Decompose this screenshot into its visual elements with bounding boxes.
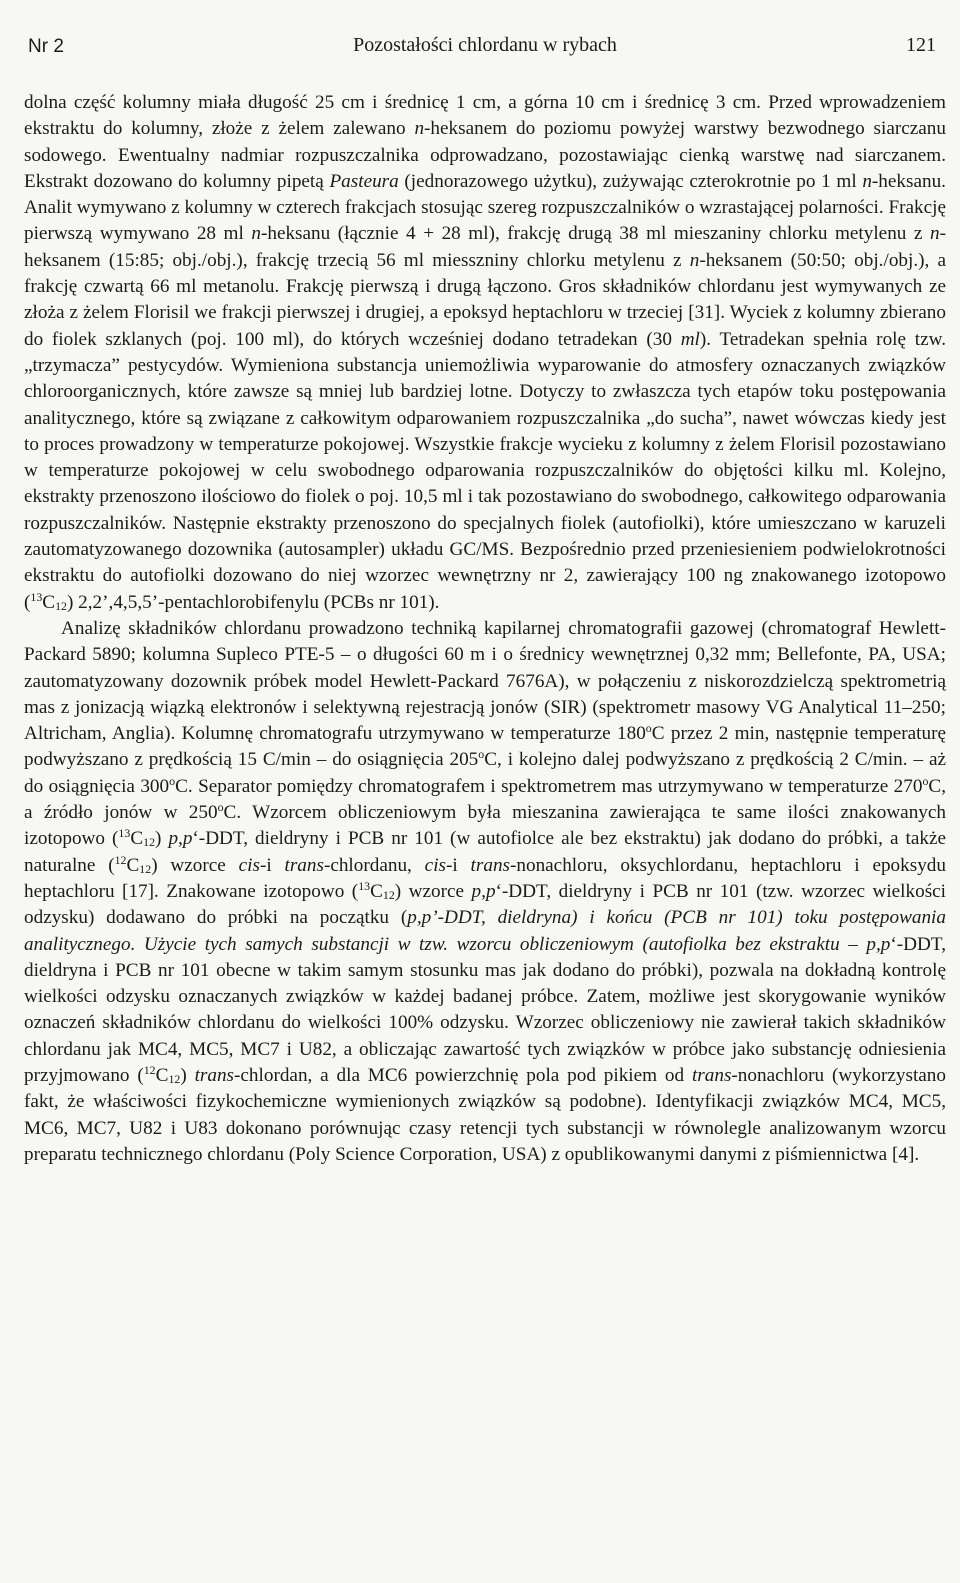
text-run: -chlordanu, [323, 854, 425, 876]
body-text [24, 90, 946, 1168]
superscript: o [478, 747, 485, 762]
text-run: Analizę składników chlordanu prowadzono techniką kapilarnej chromatografii gazowej (chromatograf Hewlett-Packard 5890; kolumna Supleco PTE-5 – o długości 60 m i o średnicy wewnętrznej 0,32 mm; Bellefonte, PA, USA; zautomatyzowany dozownik próbek model Hewlett-Packard 7676A), w połączeniu z niskorozdzielczą spektrometrią mas z jonizacją wiązką elektronów i selektywną rejestracją jonów (SIR) (spektrometr masowy VG Analytical 11–250; Altricham, Anglia). Kolumnę chromatografu utrzymywano w temperaturze 180 [24, 617, 946, 745]
text-run: C przez 2 min, następnie temperaturę podwyższano z prędkością 15 C/min – do osiągnięcia 205 [24, 723, 946, 771]
italic-run: trans [691, 1064, 732, 1086]
subscript: 12 [139, 861, 152, 876]
text-run: -heksanem (15:85; obj./obj.), frakcję trzecią 56 ml miesszniny chlorku metylenu z [24, 223, 946, 271]
text-run: -nonachloru, oksychlordanu, heptachloru i epoksydu heptachloru [17]. Znakowane izotopowo ( [24, 854, 946, 902]
text-run: -heksanu. Analit wymywano z kolumny w czterech frakcjach stosując szereg rozpuszczalników o wzrastającej polarności. Frakcję pierwszą wymywano 28 ml [24, 170, 946, 245]
text-run: (jednorazowego użytku), zużywając czterokrotnie po 1 ml [398, 170, 863, 192]
italic-run: p,p [471, 880, 496, 902]
italic-run: p,p [168, 828, 193, 850]
subscript: 12 [143, 835, 156, 850]
text-run: C [155, 1064, 169, 1086]
text-run: ‘-DDT, dieldryny i PCB nr 101 (tzw. wzorzec wielkości odzysku) dodawano do próbki na początku ( [24, 880, 947, 929]
journal-number: Nr 2 [28, 36, 64, 57]
italic-run: n [251, 223, 261, 245]
text-run: ‘-DDT, dieldryny i PCB nr 101 (w autofiolce ale bez ekstraktu) jak dodano do próbki, a także naturalne ( [24, 828, 946, 876]
text-run: ) [155, 828, 169, 850]
text-run: ) 2,2’,4,5,5’-pentachlorobifenylu (PCBs nr 101). [66, 591, 440, 613]
subscript: 12 [382, 887, 395, 902]
running-title: Pozostałości chlordanu w rybach [353, 34, 617, 56]
text-run: C [42, 591, 56, 613]
text-run: C [126, 854, 140, 876]
subscript: 12 [168, 1071, 181, 1086]
text-run: -heksanem (50:50; obj./obj.), a frakcję czwartą 66 ml metanolu. Frakcję pierwszą i drugą łączono. Gros składników chlordanu jest wymywanych ze złoża z żelem Florisil we frakcji pierwszej i drugiej, a epoksyd heptachloru w trzeciej [31]. Wyciek z kolumny zbierano do fiolek szklanych (poj. 100 ml), do których wcześniej dodano tetradekan (30 [24, 249, 946, 350]
page-number: 121 [906, 34, 936, 56]
italic-run: cis [238, 854, 260, 876]
paragraph [24, 90, 946, 616]
paragraph [24, 616, 946, 1168]
text-run: -heksanu (łącznie 4 + 28 ml), frakcję drugą 38 ml mieszaniny chlorku metylenu z [260, 223, 931, 245]
italic-run: ml [680, 328, 700, 350]
text-run: ‘-DDT, dieldryna i PCB nr 101 obecne w takim samym stosunku mas jak dodano do próbki), pozwala na dokładną kontrolę wielkości odzysku oznaczanych związków w każdej badanej próbce. Zatem, możliwe jest skorygowanie wyników oznaczeń składników chlordanu do wielkości 100% odzysku. Wzorzec obliczeniowy nie zawierał takich składników chlordanu jak MC4, MC5, MC7 i U82, a obliczając zawartość tych związków w próbce jako substancję odniesienia przyjmowano ( [24, 933, 946, 1086]
text-run: dolna część kolumny miała długość 25 cm i średnicę 1 cm, a górna 10 cm i średnicę 3 cm. Przed wprowadzeniem ekstraktu do kolumny, złoże z żelem zalewano [24, 92, 946, 140]
italic-run: cis [424, 854, 446, 876]
text-run: -i [259, 854, 285, 876]
superscript: 13 [118, 826, 131, 841]
text-run: C [130, 828, 144, 850]
superscript: 13 [358, 878, 371, 893]
italic-run: n [930, 223, 940, 245]
text-run: C, i kolejno dalej podwyższano z prędkością 2 C/min. – aż do osiągnięcia 300 [24, 749, 946, 797]
text-run: ) wzorce [151, 854, 239, 876]
text-run: C, a źródło jonów w 250 [24, 775, 947, 824]
italic-run: Pasteura [329, 170, 399, 192]
text-run: ) wzorce [394, 880, 472, 902]
italic-run: p,p’-DDT, dieldryna) i końcu (PCB nr 101) toku postępowania analitycznego. Użycie tych samych substancji w tzw. wzorcu obliczeniowym (autofiolka bez ekstraktu – p,p [24, 907, 946, 955]
italic-run: n [862, 170, 872, 192]
italic-run: trans [470, 854, 510, 876]
superscript: o [922, 773, 929, 788]
italic-run: n [414, 118, 425, 140]
superscript: o [645, 720, 652, 735]
text-run: -i [446, 854, 471, 876]
text-run: -nonachloru (wykorzystano fakt, że właściwości fizykochemiczne wymienionych związków są podobne). Identyfikacji związków MC4, MC5, MC6, MC7, U82 i U83 dokonano porównując czasy retencji tych substancji w równolegle analizowanym wzorcu preparatu technicznego chlordanu (Poly Science Corporation, USA) z opublikowanymi danymi z piśmiennictwa [4]. [24, 1064, 946, 1165]
italic-run: trans [194, 1064, 235, 1086]
superscript: 13 [30, 589, 43, 604]
text-run: -heksanem do poziomu powyżej warstwy bezwodnego siarczanu sodowego. Ewentualny nadmiar rozpuszczalnika odprowadzano, pozostawiając cienką warstwę nad siarczanem. Ekstrakt dozowano do kolumny pipetą [24, 118, 946, 192]
text-run: C [370, 880, 383, 902]
running-header [24, 26, 946, 70]
subscript: 12 [55, 598, 67, 613]
text-run: C. Wzorcem obliczeniowym była mieszanina zawierająca te same ilości znakowanych izotopowo ( [24, 802, 946, 850]
text-run: C. Separator pomiędzy chromatografem i spektrometrem mas utrzymywano w temperaturze 270 [175, 775, 923, 797]
italic-run: trans [284, 854, 324, 876]
text-run: -chlordan, a dla MC6 powierzchnię pola pod pikiem od [234, 1064, 692, 1086]
text-run: ) [180, 1064, 195, 1086]
superscript: o [217, 799, 224, 814]
italic-run: n [689, 249, 700, 271]
text-run: ). Tetradekan spełnia rolę tzw. „trzymacza” pestycydów. Wymieniona substancja uniemożliwia wyparowanie do atmosfery oznaczanych związków chloroorganicznych, które zawsze są mniej lub bardziej lotne. Dotyczy to zwłaszcza tych etapów toku postępowania analitycznego, które są związane z całkowitym odparowaniem rozpuszczalnika „do sucha”, nawet wówczas kiedy jest to proces prowadzony w temperaturze pokojowej. Wszystkie frakcje wycieku z kolumny z żelem Florisil pozostawiano w temperaturze pokojowej w celu swobodnego odparowania rozpuszczalników do objętości kilku ml. Kolejno, ekstrakty przenoszono ilościowo do fiolek o poj. 10,5 ml i tak pozostawiano do swobodnego, całkowitego odparowania rozpuszczalników. Następnie ekstrakty przenoszono do specjalnych fiolek (autofiolki), które umieszczano w karuzeli zautomatyzowanego dozownika (autosampler) układu GC/MS. Bezpośrednio przed przeniesieniem podwielokrotności ekstraktu do autofiolki dozowano do niej wzorzec wewnętrzny nr 2, zawierający 100 ng znakowanego izotopowo ( [24, 328, 946, 613]
superscript: 12 [143, 1062, 156, 1077]
superscript: o [169, 773, 176, 788]
superscript: 12 [114, 852, 127, 867]
